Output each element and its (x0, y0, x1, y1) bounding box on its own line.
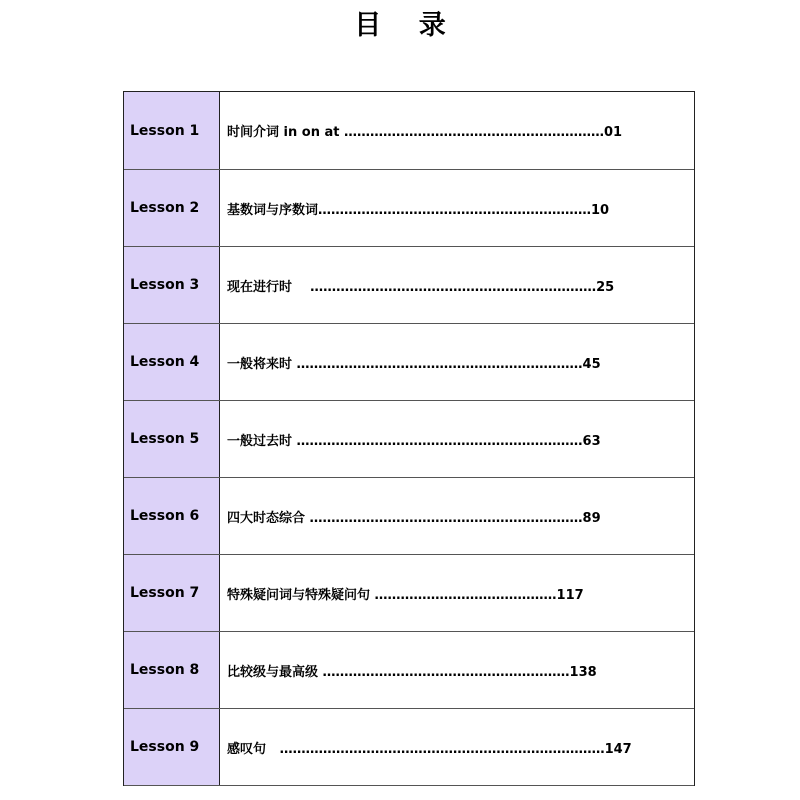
toc-row (124, 709, 694, 786)
lesson-label: Lesson 7 (124, 555, 220, 631)
lesson-label: Lesson 2 (124, 170, 220, 246)
topic-entry: 一般过去时 …………………………………………………………63 (227, 433, 601, 449)
topic-entry: 现在进行时 …………………………………………………………25 (227, 279, 615, 295)
toc-row (124, 632, 694, 709)
toc-row (124, 92, 694, 170)
lesson-label: Lesson 6 (124, 478, 220, 554)
topic-entry: 基数词与序数词………………………………………………………10 (227, 202, 610, 218)
topic-entry: 感叹句 …………………………………………………………………147 (227, 741, 632, 757)
topic-entry: 一般将来时 …………………………………………………………45 (227, 356, 601, 372)
toc-row (124, 170, 694, 247)
topic-entry: 比较级与最高级 …………………………………………………138 (227, 664, 597, 680)
lesson-label: Lesson 4 (124, 324, 220, 400)
toc-row (124, 324, 694, 401)
table-of-contents (123, 91, 695, 786)
lesson-label: Lesson 8 (124, 632, 220, 708)
topic-entry: 四大时态综合 ………………………………………………………89 (227, 510, 601, 526)
toc-row (124, 247, 694, 324)
lesson-label: Lesson 9 (124, 709, 220, 785)
lesson-label: Lesson 5 (124, 401, 220, 477)
lesson-label: Lesson 1 (124, 92, 220, 169)
topic-entry: 特殊疑问词与特殊疑问句 ……………………………………117 (227, 587, 584, 603)
topic-entry: 时间介词 in on at ……………………………………………………01 (227, 125, 623, 140)
page-title: 目 录 (354, 10, 460, 41)
lesson-label: Lesson 3 (124, 247, 220, 323)
toc-row (124, 555, 694, 632)
toc-row (124, 478, 694, 555)
toc-row (124, 401, 694, 478)
